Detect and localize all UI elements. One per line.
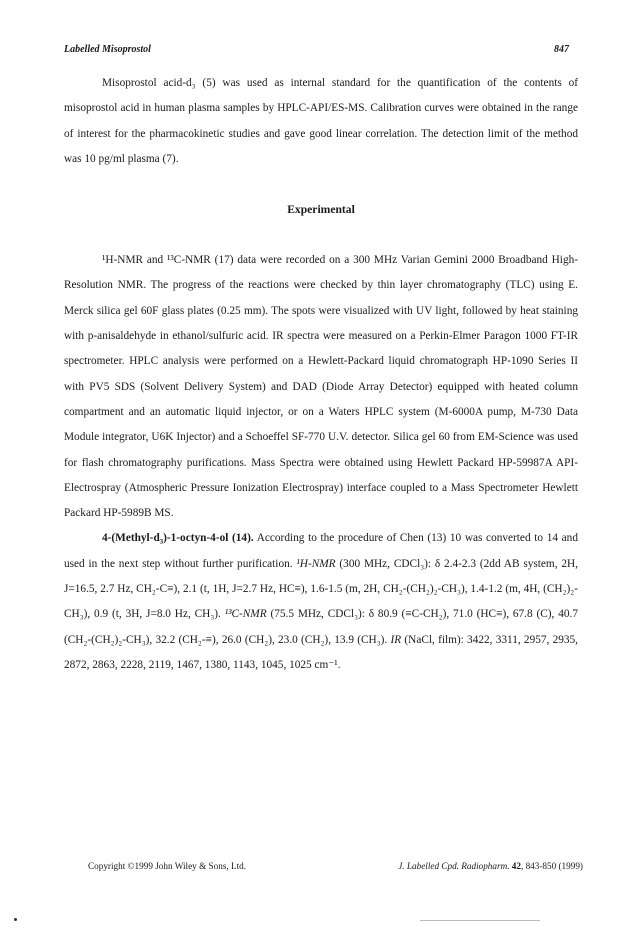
scan-mark [14, 918, 17, 921]
compound-paragraph [64, 526, 578, 678]
cnmr-label: ¹³C-NMR [224, 608, 267, 621]
section-heading: Experimental [287, 203, 355, 217]
compound-procedure: According to the procedure of Chen (13) 10 was converted to 14 and used in the next step without further purification. [64, 532, 578, 570]
scan-rule [420, 920, 540, 921]
hnmr-data: (300 MHz, CDCl₃): δ 2.4-2.3 (2dd AB system, 2H, J=16.5, 2.7 Hz, CH₂-C≡), 2.1 (t, 1H, J=2.7 Hz, HC≡), 1.6-1.5 (m, 2H, CH₂-(CH₂)₂-CH₃), 1.4-1.2 (m, 4H, (CH₂)₂-CH₃), 0.9 (t, 3H, J=8.0 Hz, CH₃). [64, 557, 578, 621]
page-number: 847 [554, 44, 569, 55]
running-title: Labelled Misoprostol [64, 44, 151, 55]
journal-name: J. Labelled Cpd. Radiopharm. [398, 861, 510, 871]
compound-name: 4-(Methyl-d₃)-1-octyn-4-ol (14). [102, 532, 254, 545]
ir-data: (NaCl, film): 3422, 3311, 2957, 2935, 2872, 2863, 2228, 2119, 1467, 1380, 1143, 1045, 1025 cm⁻¹. [64, 633, 579, 671]
body-text [64, 71, 578, 678]
cnmr-data: (75.5 MHz, CDCl₃): δ 80.9 (≡C-CH₂), 71.0 (HC≡), 67.8 (C), 40.7 (CH₂-(CH₂)₂-CH₃), 32.2 (CH₂-≡), 26.0 (CH₂), 23.0 (CH₂), 13.9 (CH₃). [64, 608, 578, 646]
journal-citation [398, 861, 583, 871]
copyright-notice: Copyright ©1999 John Wiley & Sons, Ltd. [88, 861, 247, 871]
experimental-paragraph: ¹H-NMR and ¹³C-NMR (17) data were recorded on a 300 MHz Varian Gemini 2000 Broadband High-Resolution NMR. The progress of the reactions were checked by thin layer chromatography (TLC) using E. Merck silica gel 60F glass plates (0.25 mm). The spots were visualized with UV light, followed by heat staining with p-anisaldehyde in ethanol/sulfuric acid. IR spectra were measured on a Perkin-Elmer Paragon 1000 FT-IR spectrometer. HPLC analysis were performed on a Hewlett-Packard liquid chromatograph HP-1090 Series II with PV5 SDS (Solvent Delivery System) and DAD (Diode Array Detector) equipped with heated column compartment and an automatic liquid injector, or on a Waters HPLC system (M-6000A pump, M-730 Data Module integrator, U6K Injector) and a Schoeffel SF-770 U.V. detector. Silica gel 60 from EM-Science was used for flash chromatography purifications. Mass Spectra were obtained using Hewlett Packard HP-59987A API-Electrospray (Atmospheric Pressure Ionization Electrospray) interface coupled to a Mass Spectrometer Hewlett Packard HP-5989B MS. [64, 254, 578, 520]
hnmr-label: ¹H-NMR [296, 557, 336, 570]
intro-paragraph: Misoprostol acid-d₃ (5) was used as internal standard for the quantification of the contents of misoprostol acid in human plasma samples by HPLC-API/ES-MS. Calibration curves were obtained in the range of interest for the pharmacokinetic studies and gave good linear correlation. The detection limit of the method was 10 pg/ml plasma (7). [64, 77, 578, 165]
journal-pages: , 843-850 (1999) [520, 861, 583, 871]
ir-label: IR [390, 633, 402, 646]
journal-volume: 42 [511, 861, 521, 871]
